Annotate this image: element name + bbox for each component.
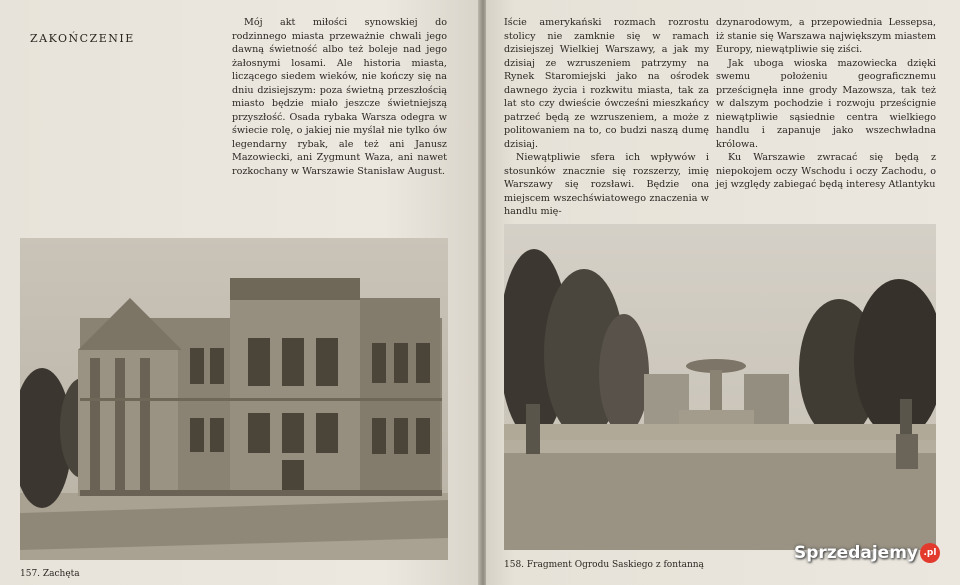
paragraph: Jak uboga wioska mazowiecka dzięki swemu położeniu geograficznemu prześcignęła inne grody Mazowsza, tak też w dalszym pochodzie i rozwoju prześcignie niewątpliwie sąsiednie centra wielkiego handlu i zapanuje jako wszechwładna królowa. [716, 57, 936, 150]
watermark-text: Sprzedajemy [793, 543, 918, 563]
paragraph: dzynarodowym, a przepowiednia Lessepsa, iż stanie się Warszawa największym miastem Europy, niewątpliwie się ziści. [716, 17, 936, 55]
right-text-column-2 [716, 16, 936, 192]
paragraph: Mój akt miłości synowskiej do rodzinnego miasta przeważnie chwali jego dawną świetność albo też boleje nad jego żałosnymi losami. Ale historia miasta, liczącego siedem wieków, nie kończy się na dniu dzisiejszym: poza świetną przeszłością miasto będzie miało jeszcze świetniejszą przyszłość. Osada rybaka Warsza odegra w świecie rolę, o jakiej nie myślał nie tylko ów legendarny rybak, ale też ani Janusz Mazowiecki, ani Zygmunt Waza, ani nawet rozkochany w Warszawie Stanisław August. [232, 17, 447, 177]
paragraph: Ku Warszawie zwracać się będą z niepokojem oczy Wschodu i oczy Zachodu, o jej względy zabiegać będą interesy Atlantyku [716, 152, 936, 190]
right-page [486, 0, 960, 585]
photo-zacheta [20, 238, 448, 560]
left-text-column [232, 16, 447, 178]
paragraph: Niewątpliwie sfera ich wpływów i stosunków znacznie się rozszerzy, imię Warszawy się rozsławi. Będzie ona miejscem wszechświatowego znaczenia w handlu mię- [504, 152, 709, 217]
chapter-heading: ZAKOŃCZENIE [30, 32, 135, 45]
right-text-column-1 [504, 16, 709, 219]
watermark-logo [794, 543, 940, 563]
caption-157: 157. Zachęta [20, 569, 80, 579]
paragraph: Iście amerykański rozmach rozrostu stolicy nie zamknie się w ramach dzisiejszej Wielkiej Warszawy, a jak my dzisiaj ze wzruszeniem patrzymy na Rynek Staromiejski jako na ośrodek dawnego życia i rozkwitu miasta, tak za lat sto czy dwieście ówcześni mieszkańcy patrzeć będą ze wzruszeniem, a może z politowaniem na to, co budzi naszą dumę dzisiaj. [504, 17, 709, 150]
photo-saxon-garden [504, 224, 936, 550]
watermark-badge: .pl [920, 543, 940, 563]
caption-158: 158. Fragment Ogrodu Saskiego z fontanną [504, 560, 704, 570]
